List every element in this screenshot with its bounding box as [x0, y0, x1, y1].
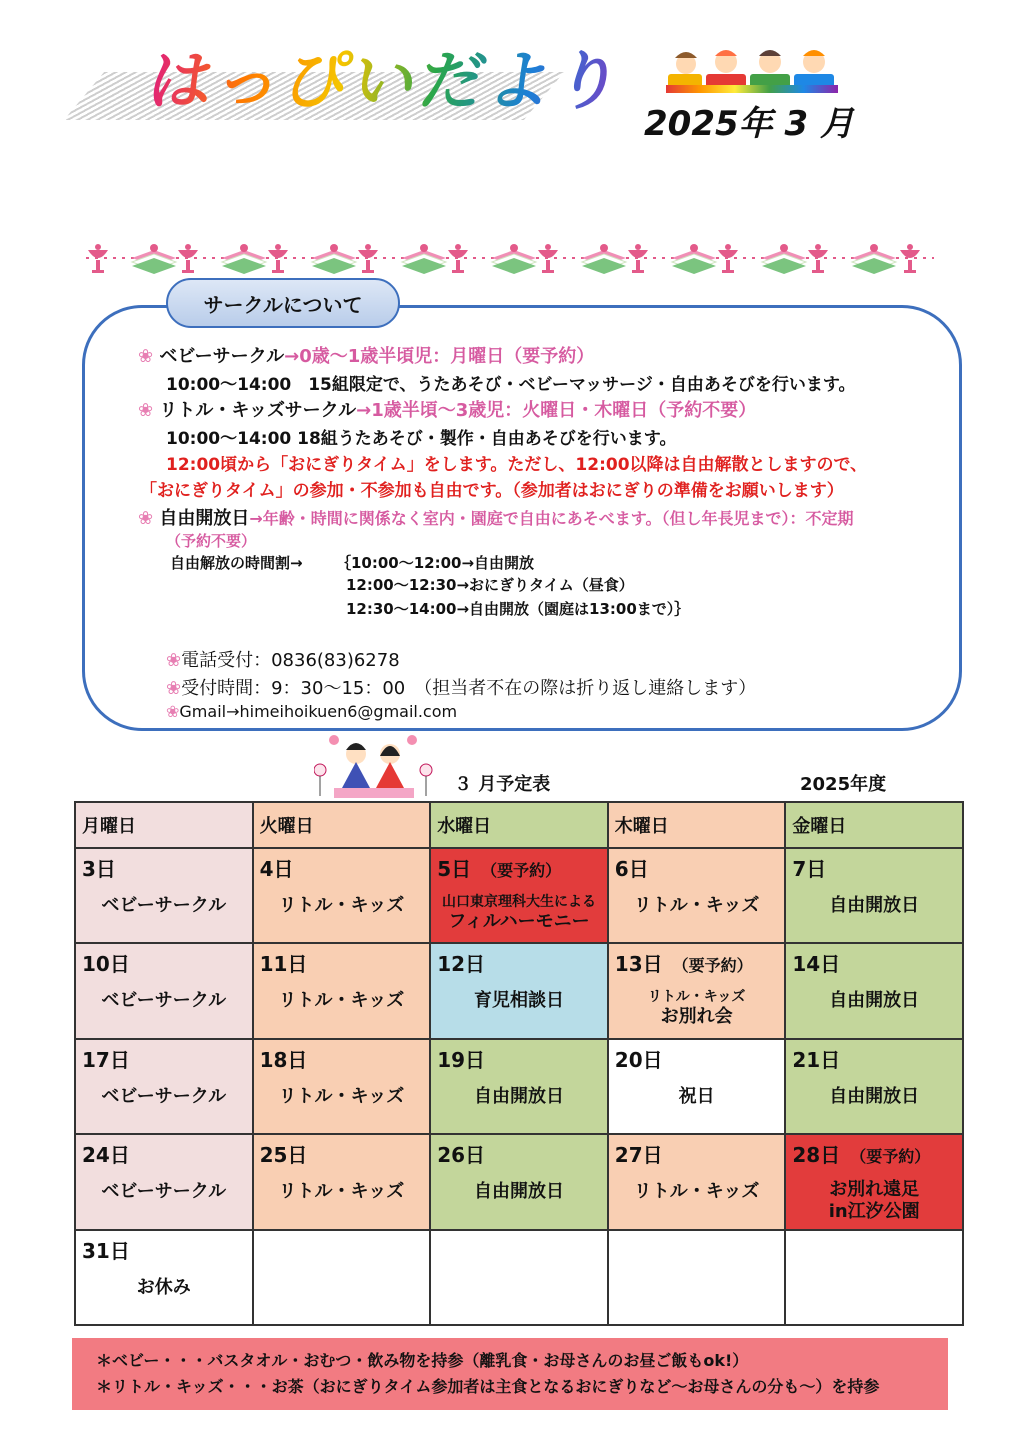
day-label: 26日 — [437, 1143, 486, 1168]
schedule-body — [75, 848, 963, 1325]
open-slot-1: ｛10:00～12:00→自由開放 — [336, 554, 535, 572]
day-label: 10日 — [82, 952, 130, 977]
day-number — [82, 1139, 130, 1168]
event-label-2: フィルハーモニー — [448, 911, 590, 932]
day-number — [82, 1235, 130, 1264]
gmail-address[interactable]: Gmail→himeihoikuen6@gmail.com — [179, 702, 458, 721]
event-text — [254, 895, 430, 917]
day-label: 11日 — [259, 952, 308, 977]
day-number — [437, 948, 485, 977]
day-cell — [785, 1039, 963, 1134]
event-text — [254, 1086, 430, 1108]
hina-dolls-illustration — [314, 730, 434, 800]
event-text — [76, 895, 252, 917]
day-cell — [75, 943, 253, 1038]
event-text — [254, 1181, 430, 1203]
day-label: 25日 — [259, 1143, 308, 1168]
event-text — [786, 1179, 962, 1223]
day-cell — [75, 1039, 253, 1134]
event-text — [609, 1181, 785, 1203]
event-text — [431, 990, 607, 1012]
event-text — [786, 1086, 962, 1108]
week-row — [75, 943, 963, 1038]
fiscal-year: 2025年度 — [800, 774, 887, 795]
event-label: リトル・キッズ — [633, 895, 760, 916]
day-label: 28日 — [792, 1143, 841, 1168]
event-label: お休み — [136, 1276, 191, 1298]
day-cell — [785, 943, 963, 1038]
event-label: 自由開放日 — [473, 1181, 564, 1203]
day-cell — [430, 1230, 608, 1325]
circle-section-tab: サークルについて — [166, 278, 400, 328]
bring-items-notes — [72, 1338, 948, 1410]
day-cell — [430, 943, 608, 1038]
event-label: 祝日 — [678, 1085, 715, 1107]
day-cell — [608, 1230, 786, 1325]
reception-hours: 受付時間：9：30～15：00 （担当者不在の際は折り返し連絡します） — [181, 678, 757, 699]
day-label: 5日 — [437, 857, 472, 881]
event-text — [76, 990, 252, 1012]
day-cell — [785, 848, 963, 943]
event-text — [786, 990, 962, 1012]
event-label: ベビーサークル — [101, 1085, 227, 1107]
event-label-2: お別れ会 — [660, 1006, 733, 1028]
baby-circle-heading — [138, 342, 594, 368]
onigiri-notice-2: 「おにぎりタイム」の参加・不参加も自由です。（参加者はおにぎりの準備をお願いします） — [140, 481, 844, 501]
day-number — [792, 948, 840, 977]
day-cell — [608, 1134, 786, 1229]
event-label: ベビーサークル — [101, 895, 227, 916]
monthly-schedule-table — [74, 801, 964, 1326]
weekday-header-row — [75, 802, 963, 848]
day-cell — [430, 1039, 608, 1134]
day-label: 18日 — [259, 1047, 308, 1072]
baby-circle-target: →0歳～1歳半頃児：月曜日（要予約） — [284, 346, 595, 367]
baby-circle-detail: 10:00～14:00 15組限定で、うたあそび・ベビーマッサージ・自由あそびを行います。 — [166, 375, 856, 395]
gmail-line — [166, 702, 457, 721]
day-cell — [253, 943, 431, 1038]
open-day-reservation: （予約不要） — [166, 532, 257, 550]
day-number — [615, 853, 649, 882]
day-number — [260, 1139, 308, 1168]
day-label: 27日 — [614, 1143, 663, 1168]
event-label: 自由開放日 — [829, 895, 920, 916]
weekday-header: 金曜日 — [785, 802, 963, 848]
day-cell — [608, 848, 786, 943]
day-cell — [785, 1134, 963, 1229]
day-number — [260, 853, 294, 882]
day-number — [615, 1044, 663, 1073]
day-label: 24日 — [82, 1143, 130, 1168]
event-text — [786, 895, 962, 917]
open-day-desc: →年齢・時間に関係なく室内・園庭で自由にあそべます。（但し年長児まで）：不定期 — [249, 509, 854, 528]
day-label: 17日 — [82, 1047, 130, 1072]
reservation-note: （要予約） — [672, 956, 753, 976]
day-number — [82, 853, 116, 882]
event-text — [76, 1277, 252, 1299]
event-text — [76, 1181, 252, 1203]
day-cell — [253, 1134, 431, 1229]
flower-icon: ❀ — [166, 702, 180, 721]
event-text — [609, 1086, 785, 1108]
little-circle-heading — [138, 396, 756, 422]
day-cell — [75, 848, 253, 943]
day-number — [615, 1139, 663, 1168]
day-number — [82, 1044, 130, 1073]
day-cell — [253, 1039, 431, 1134]
day-number — [792, 853, 826, 882]
event-text — [76, 1086, 252, 1108]
weekday-header: 火曜日 — [253, 802, 431, 848]
event-label: 育児相談日 — [473, 990, 564, 1012]
note-little-kids: ＊リトル・キッズ・・・お茶（おにぎりタイム参加者は主食となるおにぎりなど～お母さんの分も～）を持参 — [96, 1377, 880, 1396]
event-text — [431, 1181, 607, 1203]
reservation-note: （要予約） — [850, 1147, 931, 1167]
event-label: リトル・キッズ — [278, 895, 405, 916]
open-slot-2: 12:00～12:30→おにぎりタイム（昼食） — [346, 576, 634, 594]
flower-icon: ❀ — [166, 678, 182, 699]
event-label: リトル・キッズ — [278, 1085, 405, 1107]
day-number — [615, 948, 753, 977]
event-label: 自由開放日 — [829, 1085, 920, 1107]
issue-date: 2025年 3 月 — [644, 104, 854, 144]
event-label: リトル・キッズ — [278, 990, 405, 1012]
day-label: 4日 — [259, 857, 294, 881]
event-label: ベビーサークル — [101, 1181, 227, 1203]
weekday-header: 月曜日 — [75, 802, 253, 848]
hina-garland-decoration — [86, 240, 934, 276]
day-cell — [430, 848, 608, 943]
day-label: 6日 — [614, 857, 649, 881]
open-day-heading — [138, 504, 854, 530]
open-slot-3: 12:30～14:00→自由開放（園庭は13:00まで）｝ — [346, 600, 690, 618]
day-cell — [75, 1230, 253, 1325]
week-row — [75, 1230, 963, 1325]
event-label: お別れ遠足 — [829, 1179, 920, 1201]
weekday-header: 水曜日 — [430, 802, 608, 848]
day-cell — [253, 1230, 431, 1325]
event-label: 自由開放日 — [829, 990, 920, 1012]
event-label: リトル・キッズ — [278, 1181, 405, 1203]
phone-line — [166, 646, 400, 672]
event-label: ベビーサークル — [101, 990, 227, 1012]
day-number — [437, 1044, 485, 1073]
week-row — [75, 1039, 963, 1134]
day-cell — [430, 1134, 608, 1229]
event-text — [431, 1086, 607, 1108]
rainbow-ribbon — [666, 85, 838, 93]
day-label: 21日 — [792, 1047, 841, 1072]
little-circle-target: →1歳半頃～3歳児：火曜日・木曜日（予約不要） — [356, 400, 757, 421]
day-cell — [253, 848, 431, 943]
day-number — [792, 1044, 840, 1073]
open-timetable-label: 自由解放の時間割→ — [170, 554, 303, 572]
event-label: 自由開放日 — [473, 1085, 564, 1107]
event-text — [254, 990, 430, 1012]
day-number — [260, 948, 308, 977]
open-day-name: 自由開放日 — [159, 508, 250, 529]
flower-icon: ❀ — [138, 400, 154, 421]
day-cell — [608, 943, 786, 1038]
day-cell — [608, 1039, 786, 1134]
day-number — [437, 853, 561, 882]
newsletter-title: はっぴいだより — [142, 30, 634, 122]
event-label: リトル・キッズ — [633, 1181, 760, 1203]
day-number — [792, 1139, 930, 1168]
baby-circle-name: ベビーサークル — [159, 346, 285, 367]
phone-number: 電話受付：0836(83)6278 — [181, 650, 400, 671]
note-baby: ＊ベビー・・・バスタオル・おむつ・飲み物を持参（離乳食・お母さんのお昼ご飯もok!） — [96, 1351, 749, 1370]
hours-line — [166, 674, 756, 700]
day-label: 19日 — [437, 1047, 486, 1072]
week-row — [75, 1134, 963, 1229]
day-label: 3日 — [82, 857, 116, 881]
weekday-header: 木曜日 — [608, 802, 786, 848]
event-text — [431, 893, 607, 933]
reservation-note: （要予約） — [481, 861, 562, 880]
flower-icon: ❀ — [138, 346, 154, 367]
day-cell — [75, 1134, 253, 1229]
little-circle-name: リトル・キッズサークル — [159, 400, 357, 421]
day-number — [260, 1044, 308, 1073]
day-label: 12日 — [437, 952, 486, 977]
day-label: 14日 — [792, 952, 841, 977]
day-number — [82, 948, 130, 977]
flower-icon: ❀ — [138, 508, 154, 529]
day-cell — [785, 1230, 963, 1325]
event-text — [609, 895, 785, 917]
event-text — [609, 988, 785, 1028]
day-number — [437, 1139, 485, 1168]
day-label: 31日 — [82, 1238, 130, 1263]
day-label: 20日 — [614, 1047, 663, 1072]
week-row — [75, 848, 963, 943]
flower-icon: ❀ — [166, 650, 182, 671]
day-label: 13日 — [614, 952, 663, 977]
onigiri-notice-1: 12:00頃から「おにぎりタイム」をします。ただし、12:00以降は自由解散としますので、 — [166, 455, 868, 475]
schedule-title: ３ 月予定表 — [454, 774, 551, 795]
day-label: 7日 — [792, 857, 827, 881]
little-circle-detail: 10:00～14:00 18組うたあそび・製作・自由あそびを行います。 — [166, 429, 677, 449]
event-label-2: in江汐公園 — [828, 1201, 920, 1223]
event-label: 山口東京理科大生による — [441, 894, 596, 910]
event-label: リトル・キッズ — [647, 989, 746, 1006]
